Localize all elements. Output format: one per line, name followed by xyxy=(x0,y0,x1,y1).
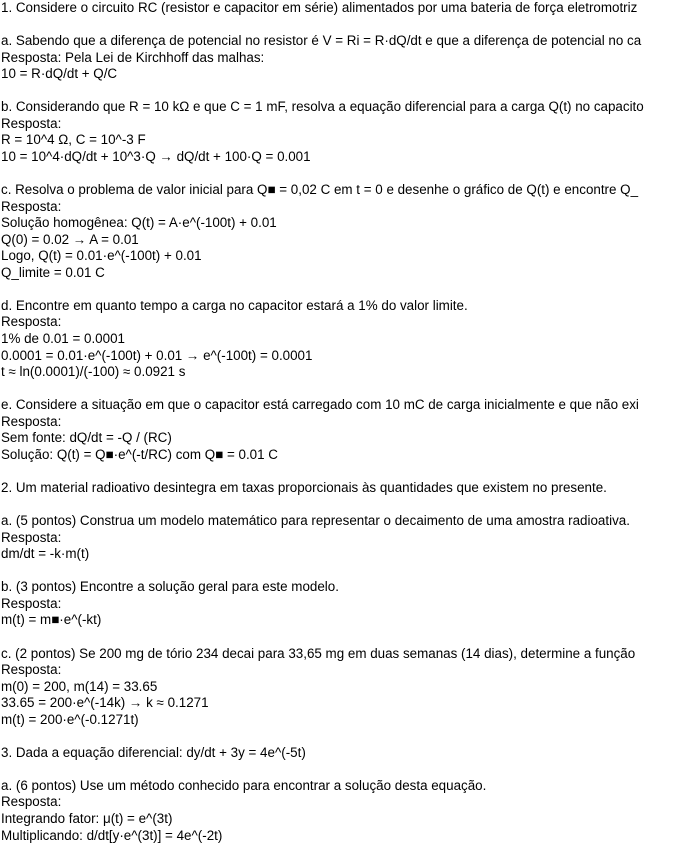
text-line: 3. Dada a equação diferencial: dy/dt + 3y = 4e^(-5t) xyxy=(1,744,306,760)
text-line: t ≈ ln(0.0001)/(-100) ≈ 0.0921 s xyxy=(1,364,186,380)
text-line: a. Sabendo que a diferença de potencial no resistor é V = Ri = R·dQ/dt e que a diferença de potencial no ca xyxy=(1,33,642,49)
text-line: a. (6 pontos) Use um método conhecido para encontrar a solução desta equação. xyxy=(1,777,487,793)
text-line: 1% de 0.01 = 0.0001 xyxy=(1,331,125,346)
text-line: e. Considere a situação em que o capacitor está carregado com 10 mC de carga inicialmente e que não exi xyxy=(1,397,639,413)
text-line: c. (2 pontos) Se 200 mg de tório 234 decai para 33,65 mg em duas semanas (14 dias), determine a função xyxy=(1,645,636,661)
text-line: m(0) = 200, m(14) = 33.65 xyxy=(1,678,158,694)
text-line: Resposta: xyxy=(1,662,62,677)
text-line: b. (3 pontos) Encontre a solução geral para este modelo. xyxy=(1,579,339,595)
text-line: 2. Um material radioativo desintegra em taxas proporcionais às quantidades que existem no presente. xyxy=(1,480,607,495)
text-line: Resposta: xyxy=(1,529,62,545)
text-line: Q_limite = 0.01 C xyxy=(1,264,105,280)
text-line: 10 = R·dQ/dt + Q/C xyxy=(1,66,118,82)
text-line: m(t) = 200·e^(-0.1271t) xyxy=(1,711,139,727)
text-line: 0.0001 = 0.01·e^(-100t) + 0.01 → e^(-100t) = 0.0001 xyxy=(1,347,313,363)
text-line: m(t) = m■·e^(-kt) xyxy=(1,612,102,628)
text-line: Multiplicando: d/dt[y·e^(3t)] = 4e^(-2t) xyxy=(1,827,223,843)
text-line: Resposta: xyxy=(1,198,62,214)
text-line: 1. Considere o circuito RC (resistor e capacitor em série) alimentados por uma bateria de força eletromotriz xyxy=(1,0,638,15)
text-line: Resposta: Pela Lei de Kirchhoff das malhas: xyxy=(1,49,265,65)
text-line: Sem fonte: dQ/dt = -Q / (RC) xyxy=(1,430,172,446)
text-line: dm/dt = -k·m(t) xyxy=(1,546,90,562)
text-line: d. Encontre em quanto tempo a carga no capacitor estará a 1% do valor limite. xyxy=(1,297,468,313)
text-line: Resposta: xyxy=(1,115,62,131)
text-line: Resposta: xyxy=(1,794,62,810)
text-line: a. (5 pontos) Construa um modelo matemático para representar o decaimento de uma amostra radioativa. xyxy=(1,513,630,529)
text-line: Resposta: xyxy=(1,314,62,330)
text-line: Q(0) = 0.02 → A = 0.01 xyxy=(1,231,139,247)
text-line: b. Considerando que R = 10 kΩ e que C = 1 mF, resolva a equação diferencial para a carga Q(t) no capacito xyxy=(1,99,644,115)
text-line: c. Resolva o problema de valor inicial para Q■ = 0,02 C em t = 0 e desenhe o gráfico de Q(t) e encontre Q_ xyxy=(1,182,639,198)
text-line: 10 = 10^4·dQ/dt + 10^3·Q → dQ/dt + 100·Q = 0.001 xyxy=(1,149,311,164)
text-line: R = 10^4 Ω, C = 10^-3 F xyxy=(1,132,146,148)
text-line: Resposta: xyxy=(1,595,62,611)
text-line: Integrando fator: μ(t) = e^(3t) xyxy=(1,811,173,826)
text-line: Logo, Q(t) = 0.01·e^(-100t) + 0.01 xyxy=(1,248,202,264)
text-line: Solução homogênea: Q(t) = A·e^(-100t) + 0.01 xyxy=(1,215,277,231)
text-line: Resposta: xyxy=(1,413,62,429)
text-line: Solução: Q(t) = Q■·e^(-t/RC) com Q■ = 0.01 C xyxy=(1,446,278,462)
text-line: 33.65 = 200·e^(-14k) → k ≈ 0.1271 xyxy=(1,695,209,711)
